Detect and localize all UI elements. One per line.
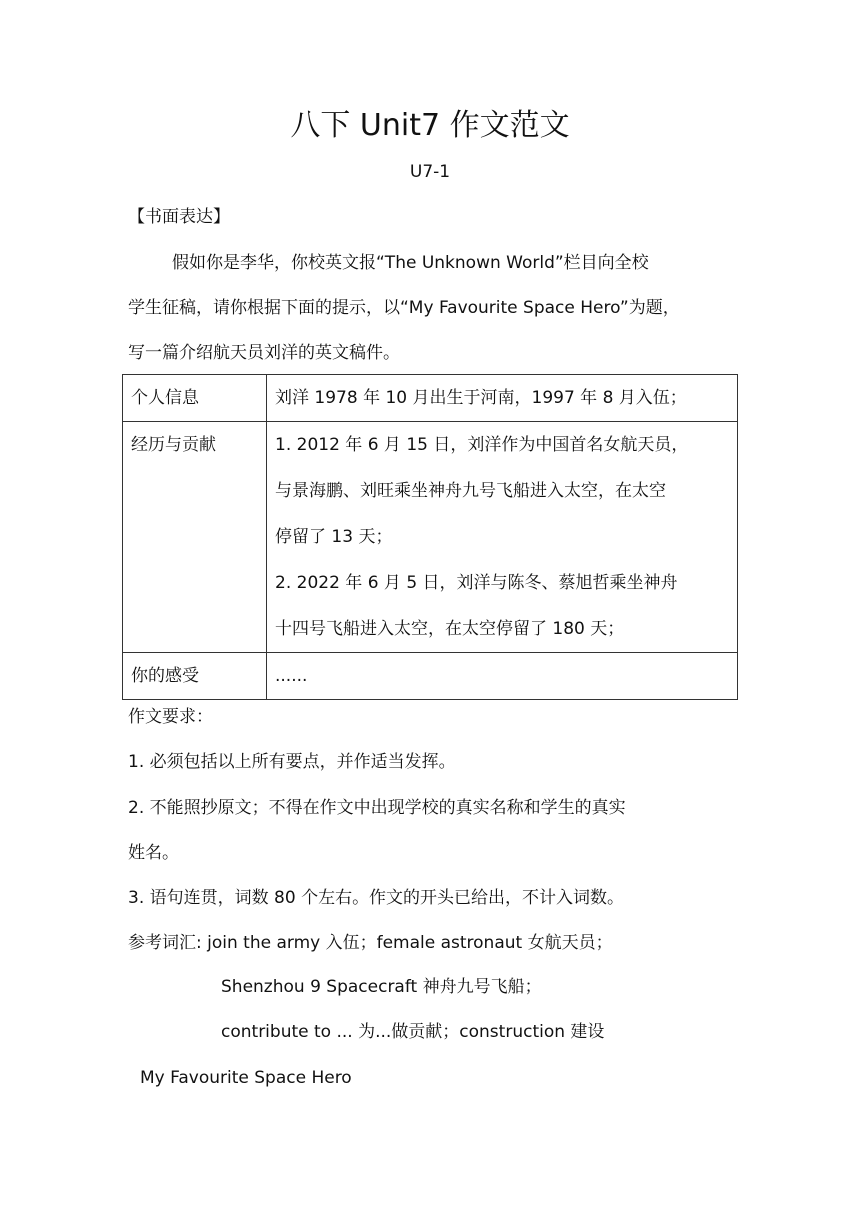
page-subtitle: U7-1 bbox=[409, 162, 451, 182]
intro-line-2: 学生征稿，请你根据下面的提示，以“My Favourite Space Hero”为题， bbox=[128, 298, 680, 318]
table-label-feeling: 你的感受 bbox=[123, 653, 267, 700]
requirement-item-2: 2. 不能照抄原文；不得在作文中出现学校的真实名称和学生的真实 bbox=[128, 798, 626, 818]
table-value-personal: 刘洋 1978 年 10 月出生于河南，1997 年 8 月入伍； bbox=[267, 375, 738, 422]
essay-title: My Favourite Space Hero bbox=[140, 1068, 352, 1088]
section-heading: 【书面表达】 bbox=[128, 207, 230, 227]
vocab-line-2: Shenzhou 9 Spacecraft 神舟九号飞船； bbox=[221, 977, 542, 997]
table-row bbox=[123, 375, 738, 422]
requirements-heading: 作文要求： bbox=[128, 707, 213, 727]
table-row bbox=[123, 422, 738, 653]
requirement-item-1: 1. 必须包括以上所有要点，并作适当发挥。 bbox=[128, 752, 456, 772]
vocab-line-3: contribute to ... 为...做贡献；construction 建设 bbox=[221, 1022, 605, 1042]
requirement-item-2-cont: 姓名。 bbox=[128, 843, 179, 863]
intro-line-3: 写一篇介绍航天员刘洋的英文稿件。 bbox=[128, 343, 400, 363]
intro-line-1: 假如你是李华，你校英文报“The Unknown World”栏目向全校 bbox=[172, 253, 649, 273]
requirement-item-3: 3. 语句连贯，词数 80 个左右。作文的开头已给出，不计入词数。 bbox=[128, 888, 625, 908]
table-value-experience: 1. 2012 年 6 月 15 日，刘洋作为中国首名女航天员， 与景海鹏、刘旺乘坐神舟九号飞船进入太空，在太空 停留了 13 天； 2. 2022 年 6 月 5 日，刘洋与陈冬、蔡旭哲乘坐神舟 十四号飞船进入太空，在太空停留了 180 天； bbox=[267, 422, 738, 653]
table-label-personal: 个人信息 bbox=[123, 375, 267, 422]
info-table bbox=[122, 374, 738, 700]
vocab-line-1: 参考词汇: join the army 入伍；female astronaut 女航天员； bbox=[128, 933, 613, 953]
table-label-experience: 经历与贡献 bbox=[123, 422, 267, 653]
table-row bbox=[123, 653, 738, 700]
table-value-feeling: ...... bbox=[267, 653, 738, 700]
page-title: 八下 Unit7 作文范文 bbox=[290, 108, 570, 143]
